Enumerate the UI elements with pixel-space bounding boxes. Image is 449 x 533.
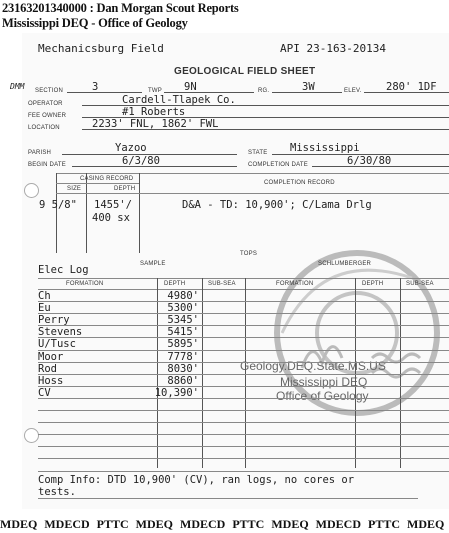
top-formation: Ch bbox=[38, 290, 51, 302]
watermark-url: Geology.DEQ.State.MS.US bbox=[240, 359, 386, 373]
top-formation: Rod bbox=[38, 362, 57, 375]
sample-label: SAMPLE bbox=[140, 261, 166, 267]
table-row-rule bbox=[38, 422, 449, 423]
top-depth: 4980' bbox=[167, 290, 199, 302]
top-formation: Perry bbox=[38, 314, 70, 327]
footer-banner: MDEQ MDECD PTTC MDEQ MDECD PTTC MDEQ MDECD PTTC MDEQ bbox=[0, 517, 445, 531]
begin-date-value: 6/3/80 bbox=[122, 155, 160, 167]
table-row-rule bbox=[38, 446, 449, 447]
watermark-office: Office of Geology bbox=[276, 389, 369, 403]
top-depth: 5415' bbox=[167, 326, 199, 339]
section-label: SECTION bbox=[35, 88, 64, 94]
parish-label: PARISH bbox=[28, 150, 52, 156]
sample-depth-header: DEPTH bbox=[164, 281, 186, 287]
table-row-rule bbox=[38, 374, 449, 375]
punch-hole bbox=[24, 428, 39, 443]
sample-subsea-header: SUB-SEA bbox=[208, 281, 236, 287]
table-row-rule bbox=[38, 386, 449, 387]
rg-value: 3W bbox=[302, 81, 315, 93]
sample-formation-header: FORMATION bbox=[66, 281, 104, 287]
schlum-depth-header: DEPTH bbox=[362, 281, 384, 287]
casing-record-label: CASING RECORD bbox=[80, 176, 134, 182]
field-sheet-card bbox=[10, 33, 449, 509]
table-row-rule bbox=[38, 350, 449, 351]
top-depth: 5345' bbox=[167, 314, 199, 327]
top-formation: U/Tusc bbox=[38, 338, 76, 351]
twp-label: TWP bbox=[148, 88, 162, 94]
casing-size-value: 9 5/8" bbox=[39, 199, 77, 211]
completion-record-value: D&A - TD: 10,900'; C/Lama Drlg bbox=[182, 199, 372, 211]
top-depth: 8030' bbox=[167, 362, 199, 375]
fee-owner-label: FEE OWNER bbox=[28, 113, 67, 119]
casing-sx-value: 400 sx bbox=[92, 212, 130, 224]
operator-label: OPERATOR bbox=[28, 101, 63, 107]
casing-depth-label: DEPTH bbox=[114, 186, 136, 192]
table-row-rule bbox=[38, 301, 449, 302]
elec-log-label: Elec Log bbox=[38, 264, 89, 276]
schlumberger-label: SCHLUMBERGER bbox=[318, 261, 372, 267]
completion-record-label: COMPLETION RECORD bbox=[264, 180, 335, 186]
section-value: 3 bbox=[92, 81, 99, 93]
rg-label: RG. bbox=[258, 88, 270, 94]
top-depth: 5895' bbox=[167, 338, 199, 351]
report-title: 23163201340000 : Dan Morgan Scout Reports bbox=[2, 1, 239, 15]
completion-date-value: 6/30/80 bbox=[347, 155, 392, 167]
scout-initials: DMM bbox=[10, 82, 25, 91]
table-row-rule bbox=[38, 362, 449, 363]
table-row-rule bbox=[38, 471, 449, 472]
casing-size-label: SIZE bbox=[67, 186, 82, 192]
table-row-rule bbox=[38, 325, 449, 326]
operator-value: Cardell-Tlapek Co. bbox=[122, 94, 236, 106]
watermark-agency: Mississippi DEQ bbox=[280, 375, 368, 389]
schlum-subsea-header: SUB-SEA bbox=[406, 281, 434, 287]
elev-value: 280' 1DF bbox=[386, 81, 437, 93]
sheet-title: GEOLOGICAL FIELD SHEET bbox=[174, 66, 316, 77]
top-depth: 5300' bbox=[167, 302, 199, 315]
location-label: LOCATION bbox=[28, 125, 60, 131]
top-depth: 10,390' bbox=[154, 386, 199, 399]
parish-value: Yazoo bbox=[115, 142, 147, 154]
begin-date-label: BEGIN DATE bbox=[28, 162, 66, 168]
top-formation: Moor bbox=[38, 350, 64, 363]
comp-info-line1: Comp Info: DTD 10,900' (CV), ran logs, no cores or bbox=[38, 474, 355, 486]
top-formation: Stevens bbox=[38, 326, 83, 339]
state-value: Mississippi bbox=[290, 142, 360, 154]
table-row-rule bbox=[38, 458, 449, 459]
table-row-rule bbox=[38, 313, 449, 314]
table-row-rule bbox=[38, 337, 449, 338]
top-formation: Hoss bbox=[38, 374, 64, 387]
field-name: Mechanicsburg Field bbox=[38, 42, 164, 55]
api-number: API 23-163-20134 bbox=[280, 42, 386, 55]
table-row-rule bbox=[38, 434, 449, 435]
tops-label: TOPS bbox=[240, 251, 258, 257]
table-row-rule bbox=[38, 398, 449, 399]
top-formation: Eu bbox=[38, 302, 51, 315]
twp-value: 9N bbox=[184, 81, 197, 93]
location-value: 2233' FNL, 1862' FWL bbox=[92, 118, 219, 130]
top-depth: 8860' bbox=[167, 374, 199, 387]
top-depth: 7778' bbox=[167, 350, 199, 363]
fee-owner-value: #1 Roberts bbox=[122, 106, 186, 118]
casing-depth-value: 1455'/ bbox=[94, 199, 132, 211]
elev-label: ELEV. bbox=[344, 88, 362, 94]
table-row-rule bbox=[38, 410, 449, 411]
punch-hole bbox=[24, 183, 39, 198]
completion-date-label: COMPLETION DATE bbox=[248, 162, 308, 168]
top-formation: CV bbox=[38, 386, 51, 399]
schlum-formation-header: FORMATION bbox=[276, 281, 314, 287]
comp-info-line2: tests. bbox=[38, 486, 76, 498]
state-label: STATE bbox=[248, 150, 268, 156]
report-subtitle: Mississippi DEQ - Office of Geology bbox=[2, 16, 188, 30]
